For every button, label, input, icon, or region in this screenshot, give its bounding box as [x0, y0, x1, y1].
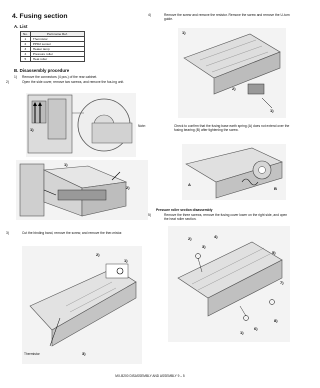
- uturn-guide-drawing: [178, 28, 286, 118]
- step-5: [148, 213, 290, 222]
- figure-label: 3): [202, 244, 206, 249]
- figure-label: 8): [274, 318, 278, 323]
- disassembly-heading: B. Disassembly procedure: [14, 68, 70, 73]
- figure-label: 5): [272, 250, 276, 255]
- figure-earth-spring: [182, 144, 286, 200]
- step-3: [6, 231, 146, 235]
- figure-thermistor-removal: [22, 246, 142, 364]
- figure-label: 2): [232, 86, 236, 91]
- figure-label: 1): [240, 330, 244, 335]
- figure-label: 2): [126, 185, 130, 190]
- page-footer: MX-B200 DISASSEMBLY AND ASSEMBLY 9 – 5: [115, 374, 185, 378]
- table-cell-name: Heat roller: [30, 57, 84, 62]
- parts-table: [20, 31, 85, 62]
- list-heading: A. List: [14, 24, 28, 29]
- note: [138, 124, 292, 133]
- step-text: Remove the connectors (4 pcs.) of the rear cabinet.: [22, 75, 98, 79]
- thermistor-drawing: [22, 246, 142, 364]
- figure-rear-cabinet: [26, 93, 136, 157]
- step-text: Remove the screw and remove the resistor. Remove the screw and remove the U-turn guide.: [164, 13, 290, 22]
- note-label: Note:: [138, 124, 146, 128]
- step-number: 3): [6, 231, 9, 235]
- thermistor-label: Thermistor: [24, 352, 40, 356]
- pressure-roller-drawing: [168, 226, 290, 342]
- section-title: 4. Fusing section: [12, 13, 68, 20]
- step-text: Cut the binding band, remove the screw, and remove the ther-mistor.: [22, 231, 123, 235]
- table-cell-no: 2: [21, 42, 31, 47]
- note-text: Check to confirm that the fusing base earth spring (A) does not extend over the fusing bearing (B) after tightening the screw.: [174, 124, 290, 133]
- figure-pressure-roller: [168, 226, 290, 342]
- table-cell-name: PPD2 sensor: [30, 42, 84, 47]
- figure-label: 1): [64, 162, 68, 167]
- table-cell-name: Pressure roller: [30, 52, 84, 57]
- figure-label: 2): [96, 252, 100, 257]
- table-row: [21, 57, 85, 62]
- step-text: Remove the three screws, remove the fusing cover lower on the right side, and open the heat roller section.: [164, 213, 288, 222]
- step-text: Open the side cover, remove two screws, and remove the fus-ing unit.: [22, 80, 125, 84]
- table-cell-no: 1: [21, 37, 31, 42]
- step-number: 1): [14, 75, 17, 79]
- pressure-heading: Pressure roller section disassembly: [156, 208, 213, 212]
- figure-label: 2): [188, 236, 192, 241]
- table-cell-no: 4: [21, 52, 31, 57]
- step-4: [148, 13, 290, 22]
- figure-label: 6): [254, 326, 258, 331]
- step-2: [6, 80, 146, 84]
- table-cell-no: 5: [21, 57, 31, 62]
- table-header-no: No.: [21, 32, 31, 37]
- rear-cabinet-drawing: [26, 93, 136, 157]
- table-header-part-name: Part name Ref.: [30, 32, 84, 37]
- figure-label: 1): [182, 30, 186, 35]
- label-b: B: [274, 186, 277, 191]
- earth-spring-drawing: [182, 144, 286, 200]
- step-1: [14, 75, 146, 79]
- figure-label: 4): [214, 234, 218, 239]
- figure-label: 1): [30, 127, 34, 132]
- table-cell-no: 3: [21, 47, 31, 52]
- step-number: 2): [6, 80, 9, 84]
- fusing-unit-drawing: [16, 160, 148, 220]
- figure-fusing-unit-removal: [16, 160, 148, 220]
- step-number: 5): [148, 213, 151, 217]
- figure-label: 7): [280, 280, 284, 285]
- table-cell-name: Thermistor: [30, 37, 84, 42]
- figure-uturn-guide: [178, 28, 286, 118]
- figure-label: 1): [124, 258, 128, 263]
- figure-label: 3): [82, 351, 86, 356]
- figure-label: 1): [270, 108, 274, 113]
- table-cell-name: Heater lamp: [30, 47, 84, 52]
- step-number: 4): [148, 13, 151, 17]
- label-a: A: [188, 182, 191, 187]
